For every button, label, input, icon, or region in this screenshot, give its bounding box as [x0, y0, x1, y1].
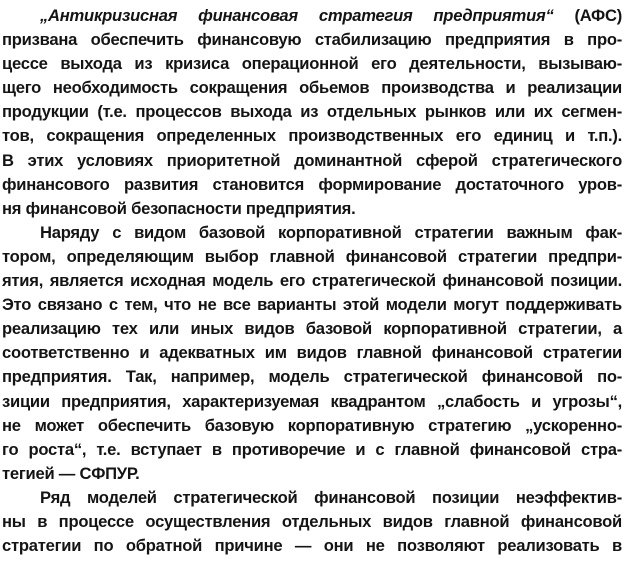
text-line: В этих условиях приоритетной доминантной сферой стратегического	[2, 150, 622, 170]
paragraph-1	[2, 4, 622, 221]
text-line: Ряд моделей стратегической финансовой позиции неэффектив-	[40, 487, 622, 507]
text-line	[2, 4, 622, 28]
italic-term: „Антикризисная финансовая стратегия предприятия“	[40, 6, 554, 25]
line-text: (АФС)	[553, 6, 622, 25]
text-line: ны в процессе осуществления отдельных видов главной финансовой	[2, 511, 622, 531]
text-line: соответственно и адекватных им видов главной финансовой стратегии	[2, 343, 622, 363]
text-line: ня финансовой безопасности предприятия.	[2, 198, 356, 218]
text-line: призвана обеспечить финансовую стабилизацию предприятия в про-	[2, 30, 622, 50]
text-line: реализацию тех или иных видов базовой корпоративной стратегии, а	[2, 319, 622, 339]
text-line: тегией — СФПУР.	[2, 463, 140, 483]
text-line: цессе выхода из кризиса операционной его деятельности, вызываю-	[2, 54, 622, 74]
text-line: стратегии по обратной причине — они не позволяют реализовать в	[2, 536, 622, 556]
text-line: тором, определяющим выбор главной финансовой стратегии предпри-	[2, 246, 622, 266]
text-line: предприятия. Так, например, модель стратегической финансовой по-	[2, 367, 622, 387]
text-line: тов, сокращения определенных производственных его единиц и т.п.).	[2, 126, 622, 146]
paragraph-2	[2, 221, 622, 486]
text-line: зиции предприятия, характеризуемая квадрантом „слабость и угрозы“,	[2, 391, 622, 411]
text-line: го роста“, т.е. вступает в противоречие и с главной финансовой стра-	[2, 439, 622, 459]
text-line: ятия, является исходная модель его стратегической финансовой позиции.	[2, 271, 622, 291]
text-line: не может обеспечить базовую корпоративную стратегию „ускоренно-	[2, 415, 622, 435]
text-line: продукции (т.е. процессов выхода из отдельных рынков или их сегмен-	[2, 102, 622, 122]
text-line: щего необходимость сокращения обьемов производства и реализации	[2, 78, 622, 98]
text-line: Это связано с тем, что не все варианты этой модели могут поддерживать	[2, 295, 622, 315]
text-line: финансового развития становится формирование достаточного уров-	[2, 174, 622, 194]
paragraph-3	[2, 486, 622, 558]
text-line: Наряду с видом базовой корпоративной стратегии важным фак-	[40, 222, 622, 242]
